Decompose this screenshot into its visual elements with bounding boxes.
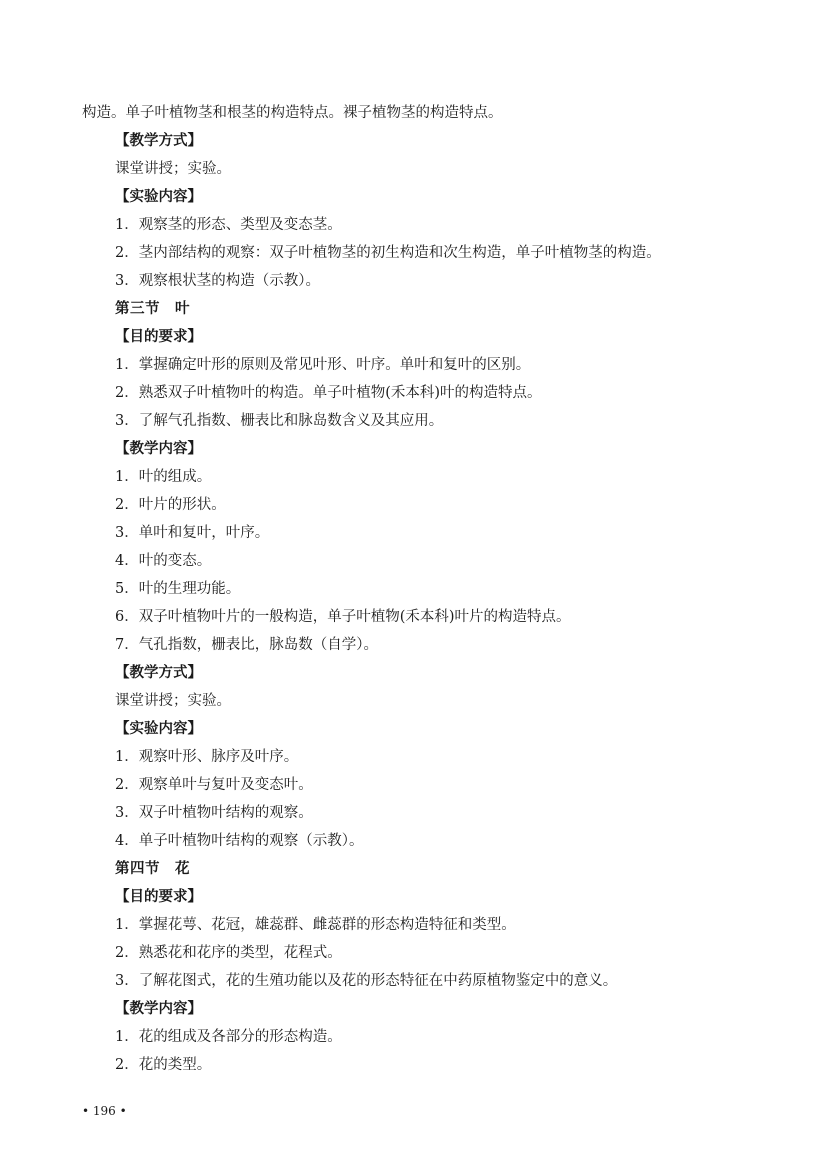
paragraph-text: 课堂讲授；实验。 (115, 693, 231, 709)
heading-teaching-method: 【教学方式】 (115, 665, 202, 681)
list-item: 3．了解花图式，花的生殖功能以及花的形态特征在中药原植物鉴定中的意义。 (115, 973, 618, 989)
paragraph-text: 课堂讲授；实验。 (115, 161, 231, 177)
heading-teaching-content: 【教学内容】 (115, 1001, 202, 1017)
list-item: 3．观察根状茎的构造（示教）。 (115, 273, 320, 289)
list-item: 2．茎内部结构的观察：双子叶植物茎的初生构造和次生构造，单子叶植物茎的构造。 (115, 245, 661, 261)
section-title-flower: 第四节 花 (115, 861, 190, 877)
heading-objectives: 【目的要求】 (115, 329, 202, 345)
list-item: 7．气孔指数，栅表比，脉岛数（自学）。 (115, 637, 378, 653)
list-item: 1．观察茎的形态、类型及变态茎。 (115, 217, 342, 233)
list-item: 2．花的类型。 (115, 1057, 212, 1073)
heading-objectives: 【目的要求】 (115, 889, 202, 905)
page-number: • 196 • (82, 1104, 127, 1118)
list-item: 4．单子叶植物叶结构的观察（示教）。 (115, 833, 364, 849)
list-item: 1．观察叶形、脉序及叶序。 (115, 749, 299, 765)
list-item: 6．双子叶植物叶片的一般构造，单子叶植物(禾本科)叶片的构造特点。 (115, 609, 571, 625)
heading-lab-content: 【实验内容】 (115, 721, 202, 737)
list-item: 2．熟悉花和花序的类型，花程式。 (115, 945, 342, 961)
section-title-leaf: 第三节 叶 (115, 301, 190, 317)
list-item: 3．双子叶植物叶结构的观察。 (115, 805, 313, 821)
list-item: 4．叶的变态。 (115, 553, 212, 569)
list-item: 1．叶的组成。 (115, 469, 212, 485)
list-item: 2．叶片的形状。 (115, 497, 226, 513)
heading-teaching-method: 【教学方式】 (115, 133, 202, 149)
list-item: 3．了解气孔指数、栅表比和脉岛数含义及其应用。 (115, 413, 444, 429)
list-item: 3．单叶和复叶，叶序。 (115, 525, 270, 541)
list-item: 1．花的组成及各部分的形态构造。 (115, 1029, 342, 1045)
list-item: 2．熟悉双子叶植物叶的构造。单子叶植物(禾本科)叶的构造特点。 (115, 385, 542, 401)
list-item: 1．掌握花萼、花冠，雄蕊群、雌蕊群的形态构造特征和类型。 (115, 917, 516, 933)
list-item: 1．掌握确定叶形的原则及常见叶形、叶序。单叶和复叶的区别。 (115, 357, 531, 373)
list-item: 2．观察单叶与复叶及变态叶。 (115, 777, 313, 793)
heading-teaching-content: 【教学内容】 (115, 441, 202, 457)
list-item: 5．叶的生理功能。 (115, 581, 241, 597)
heading-lab-content: 【实验内容】 (115, 189, 202, 205)
continuation-paragraph: 构造。单子叶植物茎和根茎的构造特点。裸子植物茎的构造特点。 (82, 105, 503, 121)
